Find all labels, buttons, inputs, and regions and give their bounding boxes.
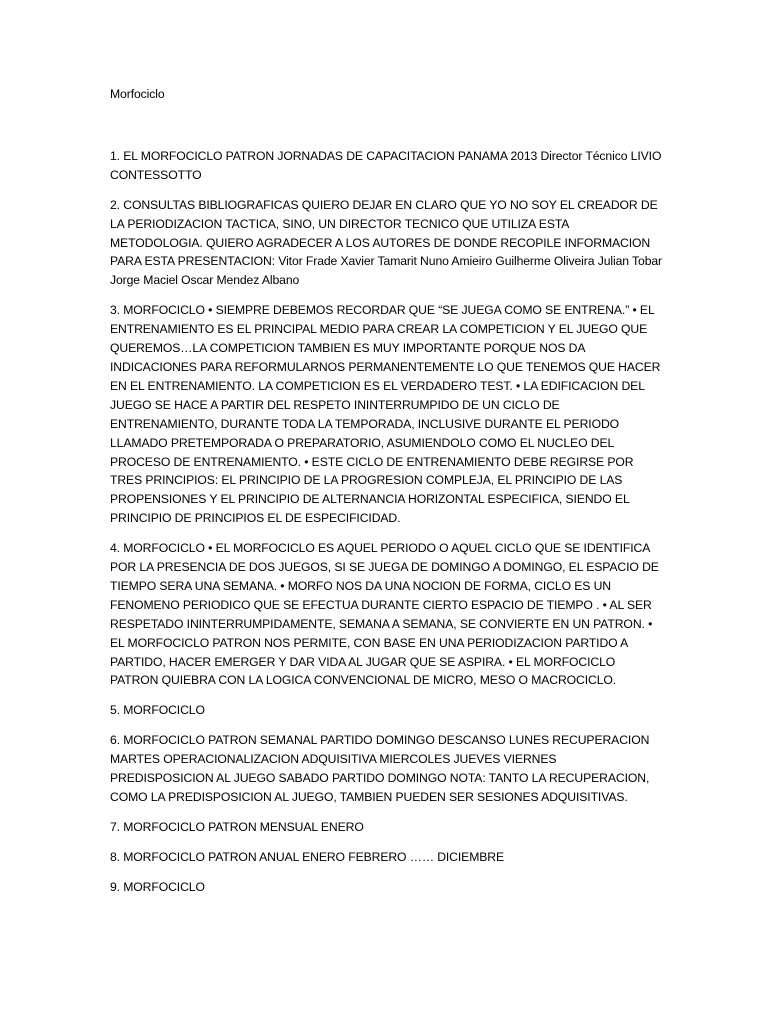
paragraph-2: 2. CONSULTAS BIBLIOGRAFICAS QUIERO DEJAR EN CLARO QUE YO NO SOY EL CREADOR DE LA PERIODIZACION TACTICA, SINO, UN DIRECTOR TECNICO QUE UTILIZA ESTA METODOLOGIA. QUIERO AGRADECER A LOS AUTORES DE DONDE RECOPILE INFORMACION PARA ESTA PRESENTACION: Vitor Frade Xavier Tamarit Nuno Amieiro Guilherme Oliveira Julian Tobar Jorge Maciel Oscar Mendez Albano [110, 197, 663, 288]
document-title: Morfociclo [110, 87, 165, 101]
paragraph-5: 5. MORFOCICLO [110, 703, 205, 718]
paragraph-8: 8. MORFOCICLO PATRON ANUAL ENERO FEBRERO …… DICIEMBRE [110, 849, 505, 864]
paragraph-3: 3. MORFOCICLO • SIEMPRE DEBEMOS RECORDAR QUE “SE JUEGA COMO SE ENTRENA.” • EL ENTRENAMIENTO ES EL PRINCIPAL MEDIO PARA CREAR LA COMPETICION Y EL JUEGO QUE QUEREMOS…LA COMPETICION TAMBIEN ES MUY IMPORTANTE PORQUE NOS DA INDICACIONES PARA REFORMULARNOS PERMANENTEMENTE LO QUE TENEMOS QUE HACER EN EL ENTRENAMIENTO. LA COMPETICION ES EL VERDADERO TEST. • LA EDIFICACION DEL JUEGO SE HACE A PARTIR DEL RESPETO ININTERRUMPIDO DE UN CICLO DE ENTRENAMIENTO, DURANTE TODA LA TEMPORADA, INCLUSIVE DURANTE EL PERIODO LLAMADO PRETEMPORADA O PREPARATORIO, ASUMIENDOLO COMO EL NUCLEO DEL PROCESO DE ENTRENAMIENTO. • ESTE CICLO DE ENTRENAMIENTO DEBE REGIRSE POR TRES PRINCIPIOS: EL PRINCIPIO DE LA PROGRESION COMPLEJA, EL PRINCIPIO DE LAS PROPENSIONES Y EL PRINCIPIO DE ALTERNANCIA HORIZONTAL ESPECIFICA, SIENDO EL PRINCIPIO DE PRINCIPIOS EL DE ESPECIFICIDAD. [110, 303, 661, 526]
paragraph-9: 9. MORFOCICLO [110, 879, 205, 894]
paragraph-4: 4. MORFOCICLO • EL MORFOCICLO ES AQUEL PERIODO O AQUEL CICLO QUE SE IDENTIFICA POR LA PRESENCIA DE DOS JUEGOS, SI SE JUEGA DE DOMINGO A DOMINGO, EL ESPACIO DE TIEMPO SERA UNA SEMANA. • MORFO NOS DA UNA NOCION DE FORMA, CICLO ES UN FENOMENO PERIODICO QUE SE EFECTUA DURANTE CIERTO ESPACIO DE TIEMPO . • AL SER RESPETADO ININTERRUMPIDAMENTE, SEMANA A SEMANA, SE CONVIERTE EN UN PATRON. • EL MORFOCICLO PATRON NOS PERMITE, CON BASE EN UNA PERIODIZACION PARTIDO A PARTIDO, HACER EMERGER Y DAR VIDA AL JUGAR QUE SE ASPIRA. • EL MORFOCICLO PATRON QUIEBRA CON LA LOGICA CONVENCIONAL DE MICRO, MESO O MACROCICLO. [110, 541, 659, 688]
paragraph-1: 1. EL MORFOCICLO PATRON JORNADAS DE CAPACITACION PANAMA 2013 Director Técnico LIVIO CONTESSOTTO [110, 148, 662, 182]
paragraph-7: 7. MORFOCICLO PATRON MENSUAL ENERO [110, 819, 364, 834]
paragraph-6: 6. MORFOCICLO PATRON SEMANAL PARTIDO DOMINGO DESCANSO LUNES RECUPERACION MARTES OPERACIONALIZACION ADQUISITIVA MIERCOLES JUEVES VIERNES PREDISPOSICION AL JUEGO SABADO PARTIDO DOMINGO NOTA: TANTO LA RECUPERACION, COMO LA PREDISPOSICION AL JUEGO, TAMBIEN PUEDEN SER SESIONES ADQUISITIVAS. [110, 733, 650, 804]
document-page [110, 85, 662, 908]
